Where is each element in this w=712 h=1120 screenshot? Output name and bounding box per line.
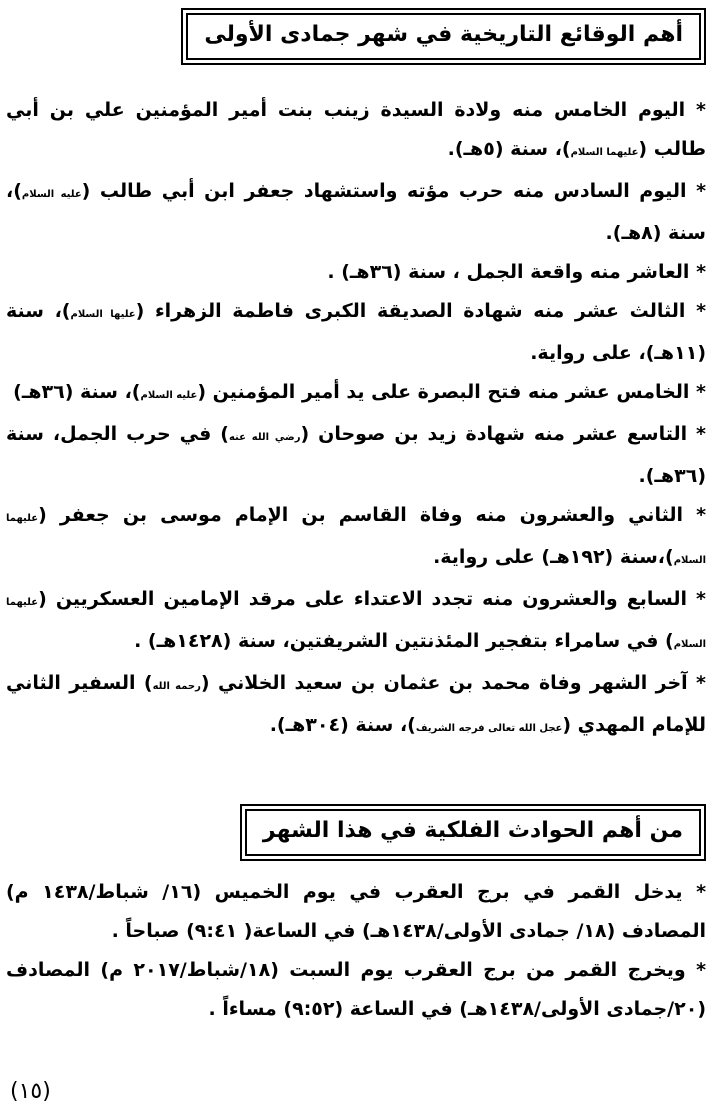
- event-item: * الثالث عشر منه شهادة الصديقة الكبرى فاطمة الزهراء (عليها السلام)، سنة (١١هـ)، على رواية.: [6, 299, 706, 364]
- event-item: * آخر الشهر وفاة محمد بن عثمان بن سعيد الخلاني (رحمه الله) السفير الثاني للإمام المهدي (عجل الله تعالى فرجه الشريف)، سنة (٣٠٤هـ).: [6, 671, 706, 736]
- event-item: * الثاني والعشرون منه وفاة القاسم بن الإمام موسى بن جعفر (عليهما السلام)،سنة (١٩٢هـ) على رواية.: [6, 503, 706, 568]
- honorific-text: رحمه الله: [152, 680, 201, 692]
- honorific-text: عليه السلام: [140, 389, 198, 401]
- astronomical-events-title-box: [240, 804, 706, 861]
- astronomical-events-list: [6, 873, 706, 1029]
- historical-events-title-box: [181, 8, 706, 65]
- section-astronomical-events: [6, 804, 706, 1029]
- event-item: * العاشر منه واقعة الجمل ، سنة (٣٦هـ) .: [327, 260, 706, 283]
- event-item: * اليوم الخامس منه ولادة السيدة زينب بنت أمير المؤمنين علي بن أبي طالب (عليهما السلام)، سنة (٥هـ).: [6, 98, 706, 160]
- astronomical-events-title: من أهم الحوادث الفلكية في هذا الشهر: [245, 809, 701, 856]
- event-item: * اليوم السادس منه حرب مؤته واستشهاد جعفر ابن أبي طالب (عليه السلام)، سنة (٨هـ).: [6, 179, 706, 244]
- honorific-text: عليه السلام: [21, 188, 82, 200]
- event-item: * التاسع عشر منه شهادة زيد بن صوحان (رضي الله عنه) في حرب الجمل، سنة (٣٦هـ).: [6, 422, 706, 487]
- historical-events-title: أهم الوقائع التاريخية في شهر جمادى الأولى: [186, 13, 701, 60]
- honorific-text: عليها السلام: [70, 308, 136, 320]
- honorific-text: عليهما السلام: [6, 512, 706, 566]
- event-item: * ويخرج القمر من برج العقرب يوم السبت (١٨/شباط/٢٠١٧ م) المصادف (٢٠/جمادى الأولى/١٤٣٨هـ) في الساعة (٩:٥٢) مساءاً .: [6, 958, 707, 1020]
- event-item: * يدخل القمر في برج العقرب في يوم الخميس (١٦/ شباط/١٤٣٨ م) المصادف (١٨/ جمادى الأولى/١٤٣٨هـ) في الساعة( ٩:٤١) صباحاً .: [6, 880, 706, 942]
- section-historical-events: [6, 8, 706, 748]
- historical-events-list: [6, 91, 706, 748]
- page-number: (١٥): [10, 1079, 51, 1104]
- honorific-text: عجل الله تعالى فرجه الشريف: [415, 722, 563, 734]
- honorific-text: عليهما السلام: [570, 146, 639, 158]
- event-item: * الخامس عشر منه فتح البصرة على يد أمير المؤمنين (عليه السلام)، سنة (٣٦هـ): [13, 380, 706, 403]
- event-item: * السابع والعشرون منه تجدد الاعتداء على مرقد الإمامين العسكريين (عليهما السلام) في سامراء بتفجير المئذنتين الشريفتين، سنة (١٤٢٨هـ) .: [6, 587, 706, 652]
- honorific-text: رضي الله عنه: [228, 431, 301, 443]
- honorific-text: عليهما السلام: [6, 596, 706, 650]
